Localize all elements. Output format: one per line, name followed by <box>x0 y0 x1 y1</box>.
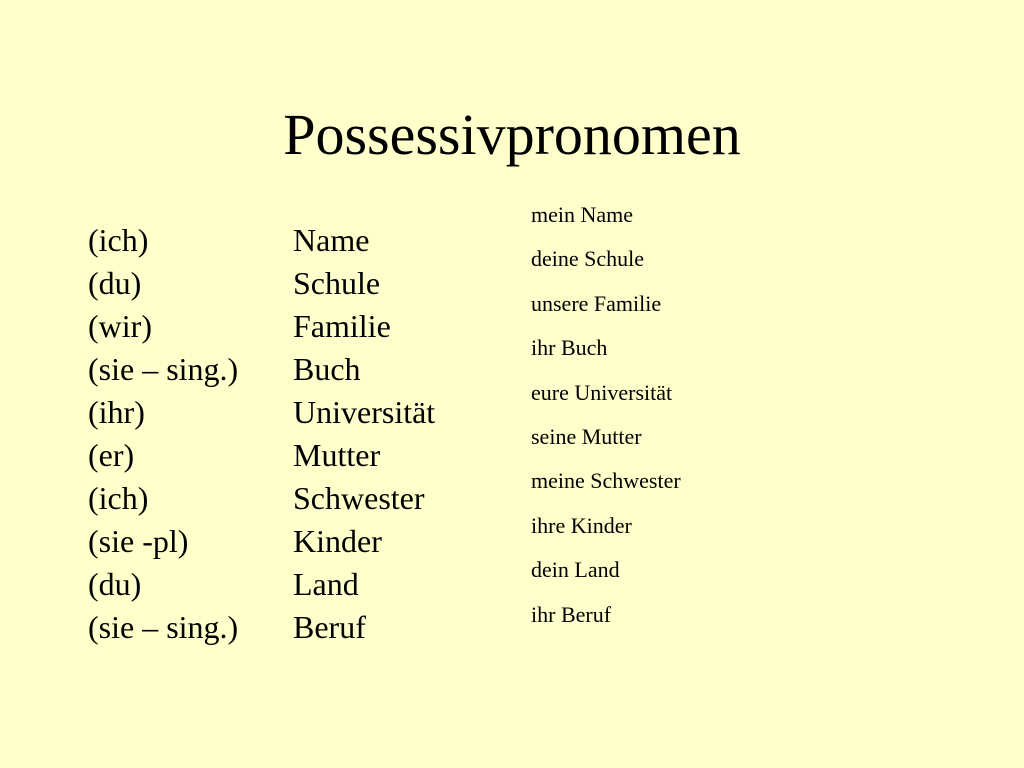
exercise-noun: Mutter <box>293 437 381 473</box>
exercise-row <box>88 434 435 477</box>
exercise-list <box>88 219 435 649</box>
answer-item: ihr Buch <box>531 335 608 361</box>
exercise-row <box>88 391 435 434</box>
exercise-noun: Universität <box>293 394 436 430</box>
exercise-pronoun: (er) <box>88 437 135 473</box>
exercise-row <box>88 305 435 348</box>
exercise-row <box>88 348 435 391</box>
exercise-pronoun: (sie – sing.) <box>88 351 239 387</box>
exercise-pronoun: (du) <box>88 566 142 602</box>
exercise-noun: Name <box>293 222 370 258</box>
answer-item: seine Mutter <box>531 423 642 449</box>
exercise-row <box>88 477 435 520</box>
exercise-noun: Buch <box>293 351 361 387</box>
answer-item: unsere Familie <box>531 290 662 316</box>
exercise-row <box>88 520 435 563</box>
exercise-noun: Land <box>293 566 359 602</box>
answer-item: dein Land <box>531 557 620 583</box>
answer-item: meine Schwester <box>531 468 681 494</box>
exercise-row <box>88 563 435 606</box>
exercise-pronoun: (du) <box>88 265 142 301</box>
exercise-noun: Schule <box>293 265 381 301</box>
exercise-pronoun: (ihr) <box>88 394 145 430</box>
answer-item: deine Schule <box>531 246 645 272</box>
exercise-noun: Schwester <box>293 480 425 516</box>
slide-title: Possessivpronomen <box>283 102 741 167</box>
exercise-pronoun: (sie – sing.) <box>88 609 239 645</box>
answer-item: eure Universität <box>531 379 673 405</box>
answer-list <box>531 198 681 642</box>
exercise-noun: Familie <box>293 308 391 344</box>
exercise-pronoun: (sie -pl) <box>88 523 189 559</box>
answer-item: ihre Kinder <box>531 512 632 538</box>
exercise-pronoun: (ich) <box>88 480 149 516</box>
exercise-noun: Beruf <box>293 609 366 645</box>
exercise-noun: Kinder <box>293 523 382 559</box>
exercise-row <box>88 262 435 305</box>
exercise-pronoun: (ich) <box>88 222 149 258</box>
exercise-row <box>88 606 435 649</box>
exercise-row <box>88 219 435 262</box>
answer-item: ihr Beruf <box>531 601 612 627</box>
answer-item: mein Name <box>531 202 634 227</box>
exercise-pronoun: (wir) <box>88 308 152 344</box>
